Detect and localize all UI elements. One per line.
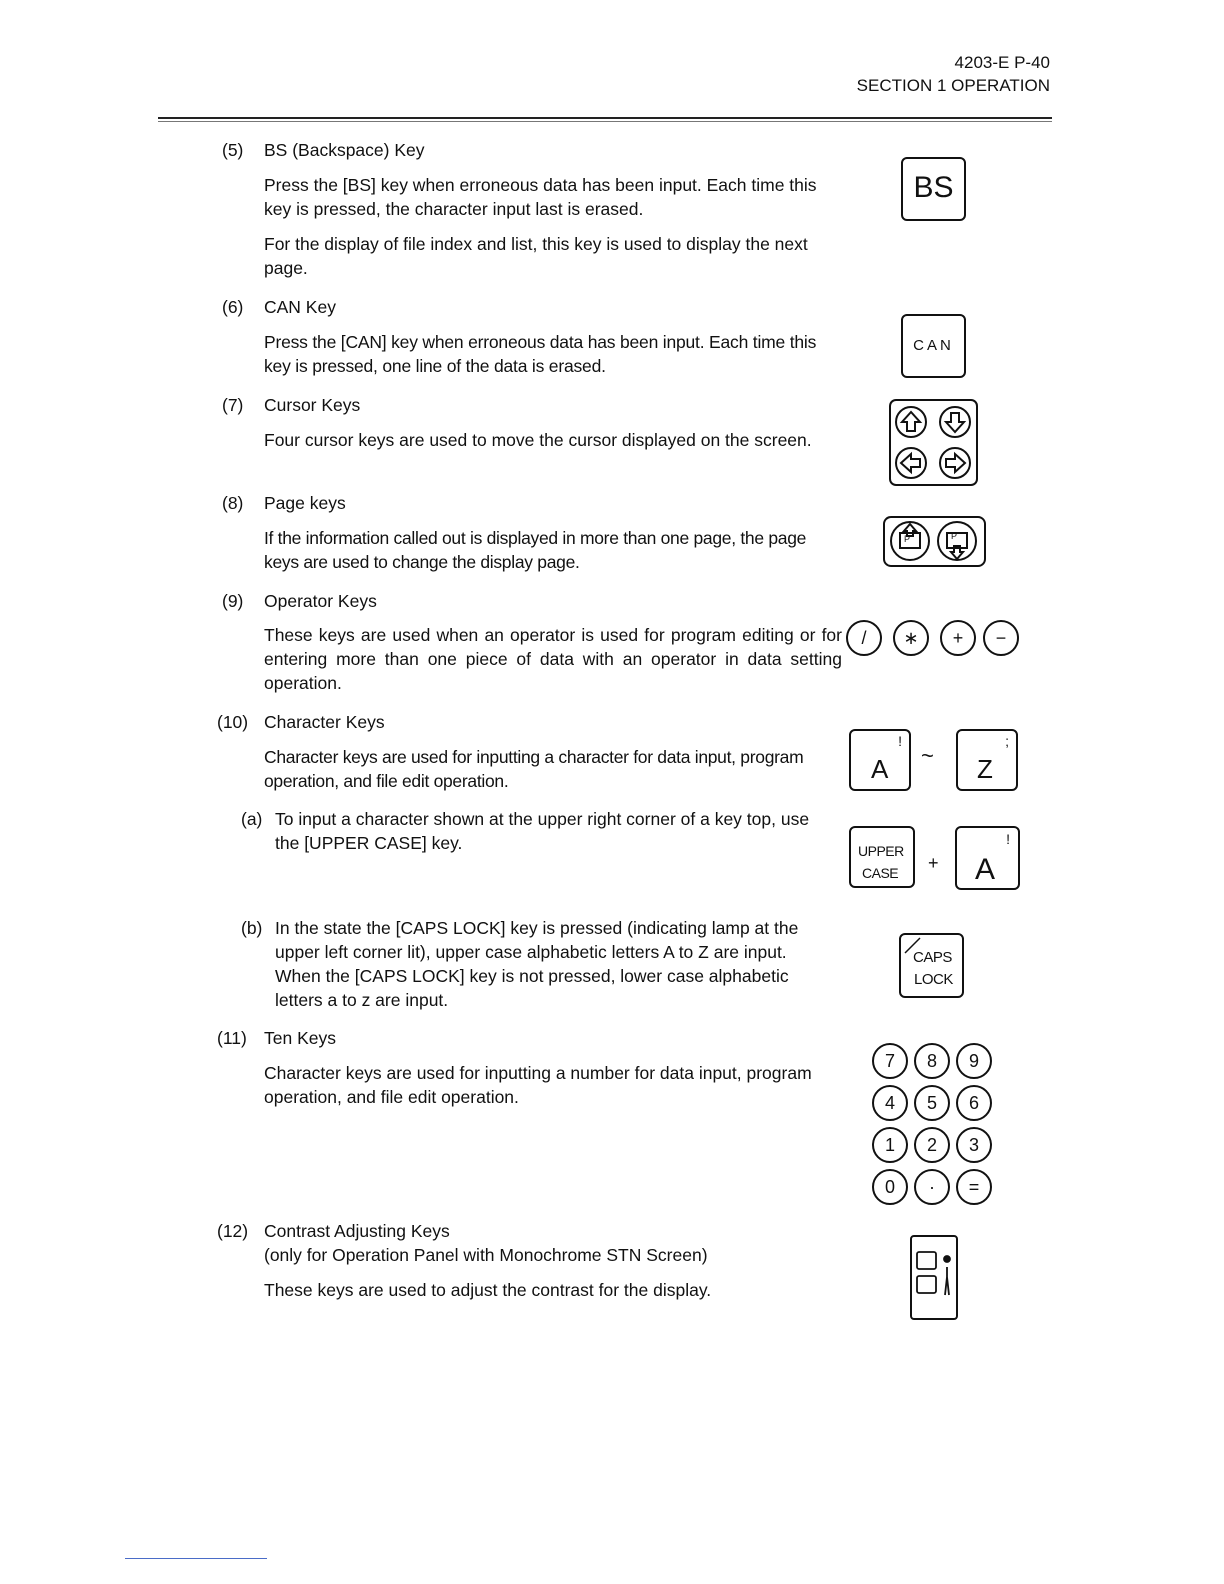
header-rule-thin <box>158 121 1052 122</box>
cursor-down-arrow-icon <box>946 413 964 432</box>
minus-key-icon: − <box>983 620 1019 656</box>
digit-5-key-icon: 5 <box>914 1085 950 1121</box>
digit-1-key-icon: 1 <box>872 1127 908 1163</box>
caps-lock-key-line2: LOCK <box>914 971 953 988</box>
can-title: CAN Key <box>264 297 336 317</box>
upper-case-key-line1: UPPER <box>858 843 904 859</box>
contrast-subtitle: (only for Operation Panel with Monochrome STN Screen) <box>264 1245 708 1265</box>
digit-2-key-icon: 2 <box>914 1127 950 1163</box>
digit-6-key-icon: 6 <box>956 1085 992 1121</box>
can-key-icon <box>901 314 966 378</box>
section-title: SECTION 1 OPERATION <box>856 76 1050 95</box>
page-arrows-icon <box>883 516 986 567</box>
item-number-6: (6) <box>222 297 244 317</box>
plus-key-icon: + <box>940 620 976 656</box>
upper-case-key-icon <box>849 826 915 888</box>
cursor-arrows-icon <box>889 399 978 486</box>
equals-key-icon: = <box>956 1169 992 1205</box>
caps-lock-key-icon <box>899 933 964 998</box>
sub-item-b: (b) <box>241 918 263 938</box>
contrast-title: Contrast Adjusting Keys <box>264 1221 450 1241</box>
shifted-a-key-icon <box>955 826 1020 890</box>
item-number-5: (5) <box>222 140 244 160</box>
document-id: 4203-E P-40 <box>954 53 1050 72</box>
asterisk-key-icon: ∗ <box>893 620 929 656</box>
page-title: Page keys <box>264 493 346 513</box>
operator-title: Operator Keys <box>264 591 377 611</box>
item-number-9: (9) <box>222 591 244 611</box>
a-key-label: A <box>871 754 889 784</box>
decimal-point-key-icon: · <box>914 1169 950 1205</box>
footer-line <box>125 1558 267 1559</box>
bs-description: Press the [BS] key when erroneous data has been input. Each time this key is pressed, the character input last is erased. <box>264 175 817 219</box>
bs-key-icon <box>901 157 966 221</box>
cursor-up-arrow-icon <box>902 412 920 431</box>
z-key-label: Z <box>977 754 993 784</box>
shifted-a-upper-label: ! <box>1006 831 1010 847</box>
operator-description: These keys are used when an operator is used for program editing or for entering more than one piece of data with an operator in data setting operation. <box>264 625 842 693</box>
cursor-title: Cursor Keys <box>264 395 361 415</box>
sub-item-a: (a) <box>241 809 263 829</box>
bs-key-label: BS <box>913 171 954 204</box>
item-number-12: (12) <box>217 1221 249 1241</box>
contrast-adjust-icon <box>912 1237 956 1318</box>
item-number-8: (8) <box>222 493 244 513</box>
upper-case-key-line2: CASE <box>862 865 899 881</box>
digit-7-key-icon: 7 <box>872 1043 908 1079</box>
page-description: If the information called out is displayed in more than one page, the page keys are used to change the display page. <box>264 528 807 572</box>
ten-keys-title: Ten Keys <box>264 1028 336 1048</box>
contrast-description: These keys are used to adjust the contrast for the display. <box>264 1280 712 1300</box>
cursor-right-arrow-icon <box>946 454 965 472</box>
cursor-left-arrow-icon <box>901 454 920 472</box>
item-number-11: (11) <box>217 1028 247 1048</box>
a-key-upper-label: ! <box>898 733 902 749</box>
header-rule <box>158 117 1052 119</box>
cursor-description: Four cursor keys are used to move the cursor displayed on the screen. <box>264 430 812 450</box>
page-down-key-mark: P <box>951 531 958 541</box>
ten-keys-description: Character keys are used for inputting a number for data input, program operation, and file edit operation. <box>264 1063 812 1107</box>
item-number-10: (10) <box>217 712 249 732</box>
digit-8-key-icon: 8 <box>914 1043 950 1079</box>
upper-case-description: To input a character shown at the upper right corner of a key top, use the [UPPER CASE] key. <box>275 809 810 853</box>
a-key-icon <box>849 729 911 791</box>
z-key-icon <box>956 729 1018 791</box>
can-key-label: CAN <box>913 337 954 354</box>
digit-0-key-icon: 0 <box>872 1169 908 1205</box>
digit-9-key-icon: 9 <box>956 1043 992 1079</box>
digit-3-key-icon: 3 <box>956 1127 992 1163</box>
digit-4-key-icon: 4 <box>872 1085 908 1121</box>
can-description: Press the [CAN] key when erroneous data has been input. Each time this key is pressed, one line of the data is erased. <box>264 332 817 376</box>
range-tilde: ~ <box>921 743 934 768</box>
character-title: Character Keys <box>264 712 385 732</box>
character-description: Character keys are used for inputting a character for data input, program operation, and file edit operation. <box>264 747 804 791</box>
bs-description-2: For the display of file index and list, this key is used to display the next page. <box>264 234 808 278</box>
z-key-upper-label: ; <box>1005 733 1009 749</box>
caps-lock-key-line1: CAPS <box>913 949 952 966</box>
item-number-7: (7) <box>222 395 244 415</box>
shifted-a-key-label: A <box>975 853 996 886</box>
bs-title: BS (Backspace) Key <box>264 140 425 160</box>
caps-lock-description: In the state the [CAPS LOCK] key is pressed (indicating lamp at the upper left corner lit), upper case alphabetic letters A to Z are input. When the [CAPS LOCK] key is not pressed, lower case alphabetic letters a to z are input. <box>275 918 799 1010</box>
contrast-keys-icon <box>910 1235 958 1320</box>
page-up-key-mark: P <box>904 534 911 544</box>
key-combination-plus: + <box>928 853 939 873</box>
slash-key-icon: / <box>846 620 882 656</box>
